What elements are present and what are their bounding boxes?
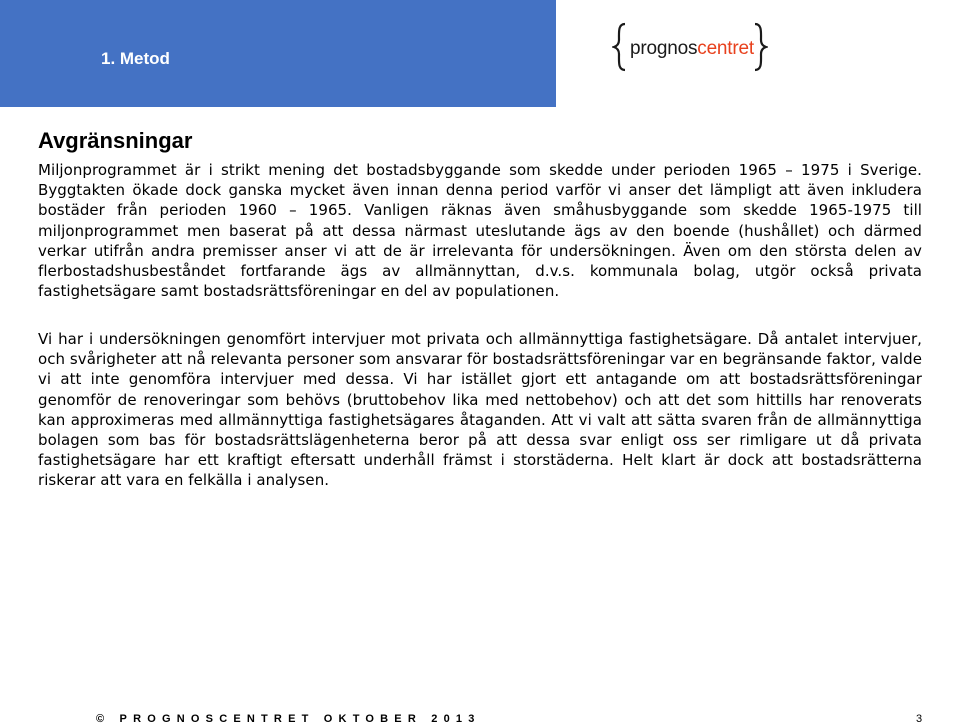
header-bar (0, 0, 556, 107)
logo-text-accent: centret (697, 38, 754, 59)
section-label: 1. Metod (101, 49, 170, 68)
page-number: 3 (916, 713, 923, 725)
paragraph-1: Miljonprogrammet är i strikt mening det bostadsbyggande som skedde under perioden 1965 – 1975 i Sverige. Byggtakten ökade dock ganska mycket även innan denna period varför vi anser det lämpligt att även inkludera bostäder från perioden 1960 – 1965. Vanligen räknas även småhusbyggande som skedde 1965-1975 till miljonprogrammet men baserat på att dessa närmast uteslutande ägs av den boende (hushållet) och därmed verkar utifrån andra premisser anser vi att de är irrelevanta för undersökningen. Även om den största delen av flerbostadshusbeståndet fortfarande ägs av allmännyttan, d.v.s. kommunala bolag, utgör också privata fastighetsägare samt bostadsrättsföreningar en del av populationen. (38, 161, 922, 301)
footer-copyright: © PROGNOSCENTRET OKTOBER 2013 (96, 713, 481, 725)
right-brace-icon (752, 22, 768, 72)
left-brace-icon (612, 22, 628, 72)
logo-text-main: prognos (630, 38, 698, 59)
section-title: Avgränsningar (38, 128, 193, 153)
paragraph-2: Vi har i undersökningen genomfört intervjuer mot privata och allmännyttiga fastighetsägare. Då antalet intervjuer, och svårigheter att nå relevanta personer som ansvarar för bostadsrättsföreningar var en begränsande faktor, valde vi att inte genomföra intervjuer med dessa. Vi har istället gjort ett antagande om att bostadsrättsföreningar genomför de renoveringar som behövs (bruttobehov lika med nettobehov) och att det som hittills har renoverats kan approximeras med allmännyttiga fastighetsägares åtaganden. Att vi valt att sätta svaren från de allmännyttiga bolagen som bas för bostadsrättslägenheterna beror på att dessa svar enligt oss ser rimligare ut då privata fastighetsägare har ett kraftigt eftersatt underhåll främst i storstäderna. Helt klart är dock att bostadsrätterna riskerar att vara en felkälla i analysen. (38, 330, 923, 490)
logo-text (630, 38, 754, 60)
prognoscentret-logo (612, 22, 772, 72)
